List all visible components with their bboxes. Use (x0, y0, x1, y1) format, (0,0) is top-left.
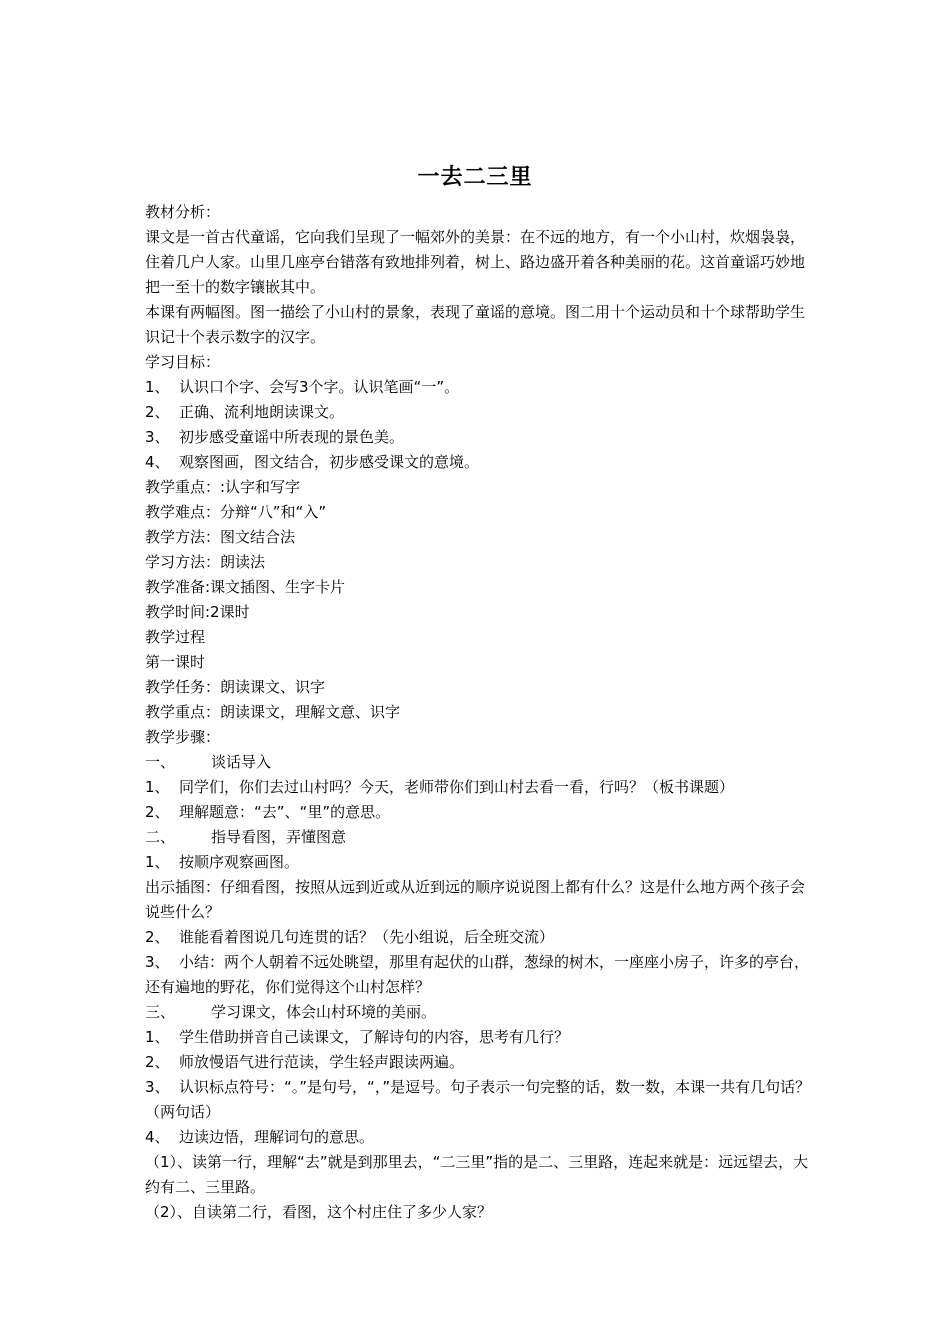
paragraph (145, 200, 817, 225)
paragraph (145, 725, 817, 750)
section-number: 一、 (145, 753, 176, 771)
paragraph (145, 475, 817, 500)
paragraph (145, 575, 817, 600)
paragraph (145, 950, 817, 1000)
paragraph-text: 教学重点：朗读课文，理解文意、识字 (145, 703, 401, 721)
paragraph (145, 1050, 817, 1075)
paragraph-text: 教学准备:课文插图、生字卡片 (145, 578, 346, 596)
paragraph (145, 600, 817, 625)
paragraph-text: 学习目标： (145, 353, 221, 371)
paragraph (145, 300, 817, 350)
paragraph-text: 学生借助拼音自己读课文，了解诗句的内容，思考有几行？ (179, 1028, 570, 1046)
paragraph-text: 学习课文，体会山村环境的美丽。 (211, 1003, 437, 1021)
paragraph (145, 650, 817, 675)
list-number: 1、 (145, 378, 170, 396)
paragraph (145, 700, 817, 725)
paragraph (145, 500, 817, 525)
paragraph-text: 教学重点：:认字和写字 (145, 478, 301, 496)
paragraph (145, 425, 817, 450)
paragraph-text: 教学过程 (145, 628, 206, 646)
list-number: 1、 (145, 853, 170, 871)
document-title: 一去二三里 (417, 165, 533, 190)
paragraph (145, 450, 817, 475)
paragraph (145, 675, 817, 700)
list-number: 3、 (145, 1078, 170, 1096)
section-number: 三、 (145, 1003, 176, 1021)
paragraph-text: 师放慢语气进行范读，学生轻声跟读两遍。 (179, 1053, 465, 1071)
paragraph (145, 350, 817, 375)
paragraph (145, 800, 817, 825)
paragraph (145, 625, 817, 650)
list-number: 2、 (145, 928, 170, 946)
paragraph-text: 指导看图，弄懂图意 (211, 828, 347, 846)
list-number: 3、 (145, 428, 170, 446)
paragraph-text: 教学难点：分辩“八”和“入” (145, 503, 327, 521)
paragraph (145, 525, 817, 550)
paragraph (145, 1075, 817, 1125)
paragraph-text: 按顺序观察画图。 (179, 853, 300, 871)
paragraph-text: 边读边悟，理解词句的意思。 (179, 1128, 375, 1146)
paragraph-text: （1）、读第一行，理解“去”就是到那里去，“二三里”指的是二、三里路，连起来就是：远远望去，大约有二、三里路。 (145, 1153, 809, 1196)
section-number: 二、 (145, 828, 176, 846)
list-number: 2、 (145, 803, 170, 821)
list-number: 1、 (145, 1028, 170, 1046)
paragraph-text: 第一课时 (145, 653, 206, 671)
list-number: 1、 (145, 778, 170, 796)
paragraph (145, 1150, 817, 1200)
paragraph (145, 775, 817, 800)
paragraph-text: 正确、流利地朗读课文。 (179, 403, 345, 421)
paragraph-text: 小结：两个人朝着不远处眺望，那里有起伏的山群，葱绿的树木，一座座小房子，许多的亭台，还有遍地的野花，你们觉得这个山村怎样？ (145, 953, 810, 996)
paragraph (145, 1025, 817, 1050)
paragraph-text: 同学们，你们去过山村吗？今天，老师带你们到山村去看一看，行吗？（板书课题） (179, 778, 735, 796)
paragraph-text: 教材分析： (145, 203, 221, 221)
list-number: 4、 (145, 453, 170, 471)
paragraph (145, 225, 817, 300)
paragraph-text: 教学方法：图文结合法 (145, 528, 296, 546)
paragraph-text: 教学时间:2课时 (145, 603, 250, 621)
paragraph-text: 教学任务：朗读课文、识字 (145, 678, 326, 696)
list-number: 2、 (145, 403, 170, 421)
paragraph-text: 学习方法：朗读法 (145, 553, 266, 571)
paragraph-text: 谈话导入 (211, 753, 272, 771)
paragraph (145, 400, 817, 425)
document-body (145, 200, 817, 1225)
paragraph (145, 875, 817, 925)
list-number: 2、 (145, 1053, 170, 1071)
paragraph-text: 认识标点符号：“。”是句号，“，”是逗号。句子表示一句完整的话，数一数，本课一共有几句话？（两句话） (145, 1078, 811, 1121)
paragraph (145, 850, 817, 875)
paragraph-text: 课文是一首古代童谣，它向我们呈现了一幅郊外的美景：在不远的地方，有一个小山村，炊烟袅袅，住着几户人家。山里几座亭台错落有致地排列着，树上、路边盛开着各种美丽的花。这首童谣巧妙地把一至十的数字镶嵌其中。 (145, 228, 806, 296)
paragraph (145, 825, 817, 850)
paragraph (145, 750, 817, 775)
paragraph-text: 本课有两幅图。图一描绘了小山村的景象，表现了童谣的意境。图二用十个运动员和十个球帮助学生识记十个表示数字的汉字。 (145, 303, 806, 346)
paragraph-text: 出示插图：仔细看图，按照从远到近或从近到远的顺序说说图上都有什么？这是什么地方两个孩子会说些什么？ (145, 878, 806, 921)
paragraph (145, 1125, 817, 1150)
paragraph-text: （2）、自读第二行，看图，这个村庄住了多少人家？ (145, 1203, 493, 1221)
paragraph-text: 理解题意：“去”、“里”的意思。 (179, 803, 391, 821)
paragraph-text: 观察图画，图文结合，初步感受课文的意境。 (179, 453, 480, 471)
paragraph (145, 925, 817, 950)
paragraph-text: 谁能看着图说几句连贯的话？（先小组说，后全班交流） (179, 928, 555, 946)
list-number: 4、 (145, 1128, 170, 1146)
paragraph-text: 认识口个字、会写3个字。认识笔画“一”。 (179, 378, 460, 396)
paragraph (145, 550, 817, 575)
paragraph (145, 375, 817, 400)
paragraph-text: 初步感受童谣中所表现的景色美。 (179, 428, 405, 446)
list-number: 3、 (145, 953, 170, 971)
paragraph (145, 1000, 817, 1025)
paragraph-text: 教学步骤： (145, 728, 221, 746)
paragraph (145, 1200, 817, 1225)
